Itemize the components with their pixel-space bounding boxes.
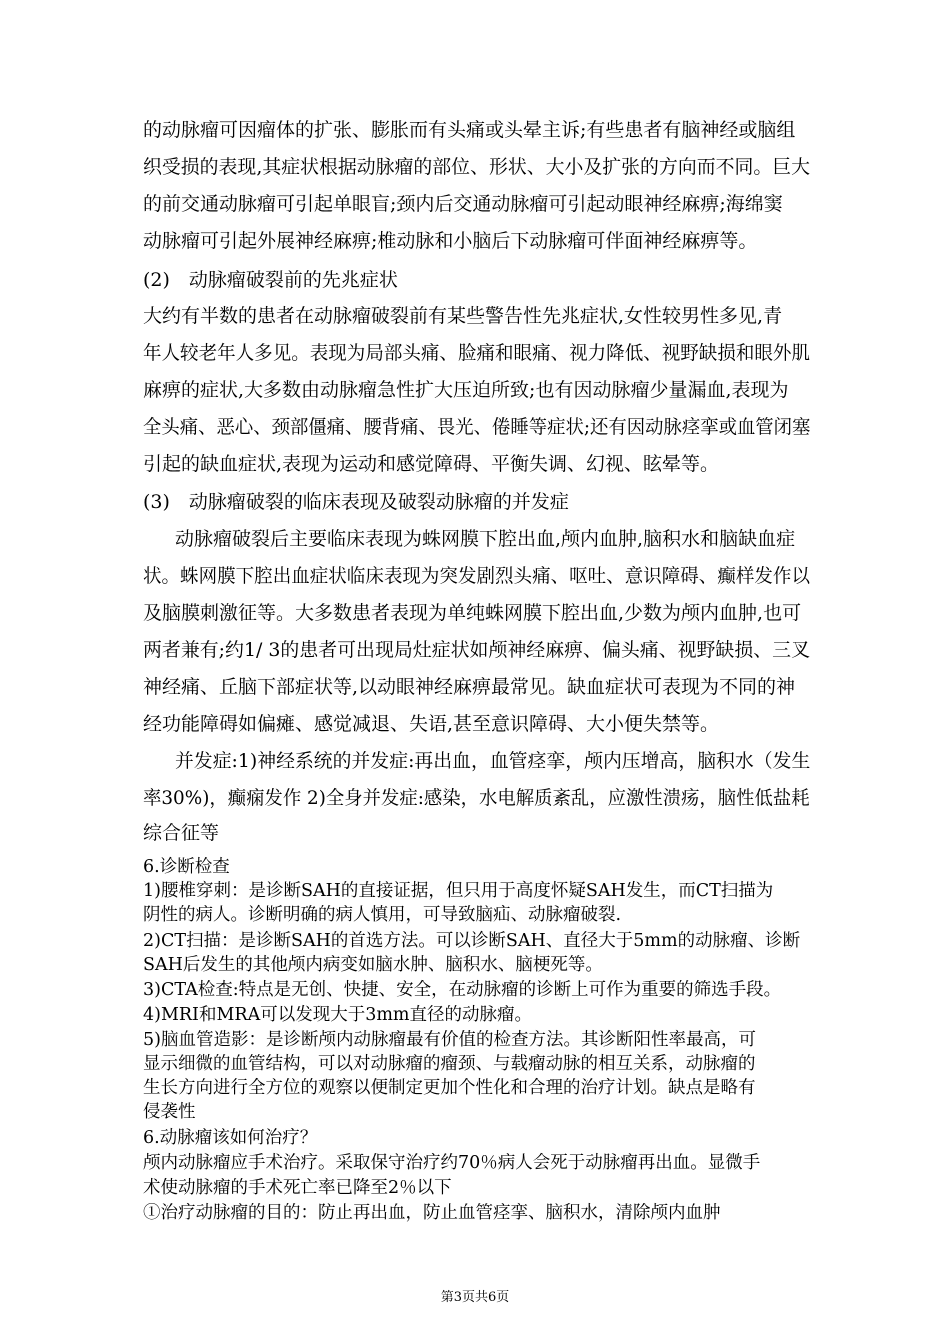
text-line: 动脉瘤破裂后主要临床表现为蛛网膜下腔出血,颅内血肿,脑积水和脑缺血症 (175, 528, 796, 550)
text-line: 生长方向进行全方位的观察以便制定更加个性化和合理的治疗计划。缺点是略有 (143, 1078, 756, 1098)
text-line: 状。蛛网膜下腔出血症状临床表现为突发剧烈头痛、呕吐、意识障碍、癫样发作以 (143, 565, 810, 587)
text-line: 织受损的表现,其症状根据动脉瘤的部位、形状、大小及扩张的方向而不同。巨大 (143, 156, 811, 178)
text-line: 术使动脉瘤的手术死亡率已降至2％以下 (143, 1178, 452, 1198)
text-line: 3)CTA检查:特点是无创、快捷、安全，在动脉瘤的诊断上可作为重要的筛选手段。 (143, 980, 782, 1000)
text-line: 的前交通动脉瘤可引起单眼盲;颈内后交通动脉瘤可引起动眼神经麻痹;海绵窦 (143, 193, 783, 215)
text-line: 神经痛、丘脑下部症状等,以动眼神经麻痹最常见。缺血症状可表现为不同的神 (143, 676, 796, 698)
text-line: 2)CT扫描：是诊断SAH的首选方法。可以诊断SAH、直径大于5mm的动脉瘤、诊断 (143, 931, 801, 951)
text-line: 率30%)，癫痫发作 2)全身并发症:感染，水电解质紊乱，应激性溃疡，脑性低盐耗 (143, 787, 810, 809)
text-line: 大约有半数的患者在动脉瘤破裂前有某些警告性先兆症状,女性较男性多见,青 (143, 305, 783, 327)
text-line: 麻痹的症状,大多数由动脉瘤急性扩大压迫所致;也有因动脉瘤少量漏血,表现为 (143, 379, 789, 401)
section-heading: 6.诊断检查 (143, 857, 230, 877)
text-line: 年人较老年人多见。表现为局部头痛、脸痛和眼痛、视力降低、视野缺损和眼外肌 (143, 342, 810, 364)
text-line: 及脑膜刺激征等。大多数患者表现为单纯蛛网膜下腔出血,少数为颅内血肿,也可 (143, 602, 802, 624)
section-heading: (3) 动脉瘤破裂的临床表现及破裂动脉瘤的并发症 (143, 491, 569, 513)
text-line: 经功能障碍如偏瘫、感觉减退、失语,甚至意识障碍、大小便失禁等。 (143, 713, 720, 735)
text-line: 动脉瘤可引起外展神经麻痹;椎动脉和小脑后下动脉瘤可伴面神经麻痹等。 (143, 230, 758, 252)
text-line: SAH后发生的其他颅内病变如脑水肿、脑积水、脑梗死等。 (143, 955, 603, 975)
text-line: 的动脉瘤可因瘤体的扩张、膨胀而有头痛或头晕主诉;有些患者有脑神经或脑组 (143, 119, 796, 141)
text-line: ①治疗动脉瘤的目的：防止再出血，防止血管痉挛、脑积水，清除颅内血肿 (143, 1203, 721, 1223)
text-line: 显示细微的血管结构，可以对动脉瘤的瘤颈、与载瘤动脉的相互关系，动脉瘤的 (143, 1054, 756, 1074)
text-line: 两者兼有;约1/ 3的患者可出现局灶症状如颅神经麻痹、偏头痛、视野缺损、三叉 (143, 639, 811, 661)
text-line: 全头痛、恶心、颈部僵痛、腰背痛、畏光、倦睡等症状;还有因动脉痉挛或血管闭塞 (143, 416, 811, 438)
section-heading: 6.动脉瘤该如何治疗？ (143, 1128, 318, 1148)
text-line: 5)脑血管造影：是诊断颅内动脉瘤最有价值的检查方法。其诊断阳性率最高，可 (143, 1030, 756, 1050)
text-line: 引起的缺血症状,表现为运动和感觉障碍、平衡失调、幻视、眩晕等。 (143, 453, 720, 475)
text-line: 侵袭性 (143, 1102, 196, 1122)
text-line: 并发症:1)神经系统的并发症:再出血，血管痉挛，颅内压增高，脑积水（发生 (175, 750, 811, 772)
text-line: 1)腰椎穿刺：是诊断SAH的直接证据，但只用于高度怀疑SAH发生，而CT扫描为 (143, 881, 774, 901)
text-line: 4)MRI和MRA可以发现大于3mm直径的动脉瘤。 (143, 1005, 533, 1025)
text-line: 阴性的病人。诊断明确的病人慎用，可导致脑疝、动脉瘤破裂. (143, 905, 622, 925)
section-heading: (2) 动脉瘤破裂前的先兆症状 (143, 269, 398, 291)
page-number: 第3页共6页 (440, 1290, 510, 1305)
text-line: 颅内动脉瘤应手术治疗。采取保守治疗约70％病人会死于动脉瘤再出血。显微手 (143, 1153, 761, 1173)
text-line: 综合征等 (143, 822, 220, 844)
